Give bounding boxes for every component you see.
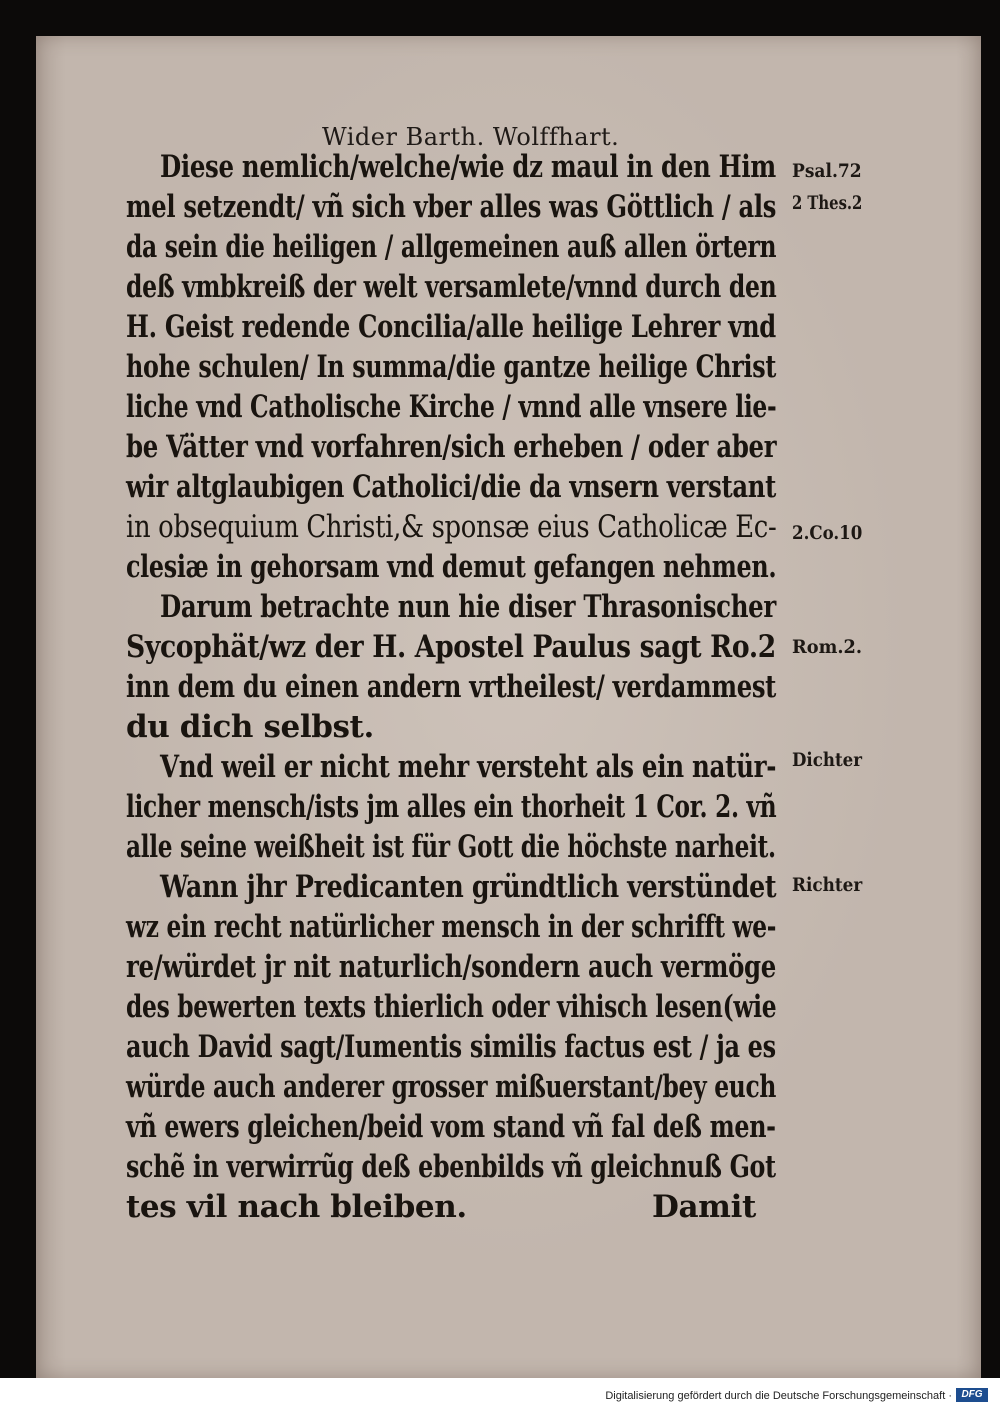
text-line: des bewerten texts thierlich oder vihisch lesen(wie: [126, 989, 777, 1025]
marginal-note: Richter: [792, 874, 863, 896]
text-line: alle seine weißheit ist für Gott die höchste narheit.: [126, 829, 776, 865]
text-line: würde auch anderer grosser mißuerstant/bey euch: [126, 1069, 777, 1105]
funding-notice: Digitalisierung gefördert durch die Deutsche Forschungsgemeinschaft ·: [605, 1390, 952, 1402]
text-line: hohe schulen/ In summa/die gantze heilige Christ: [126, 349, 777, 385]
text-line: auch David sagt/Iumentis similis factus est / ja es: [126, 1029, 776, 1065]
text-line: liche vnd Catholische Kirche / vnnd alle vnsere lie-: [126, 389, 777, 425]
text-line: clesiæ in gehorsam vnd demut gefangen nehmen.: [126, 549, 777, 585]
text-line: tes vil nach bleiben.: [126, 1189, 467, 1225]
text-line: schẽ in verwirrũg deß ebenbilds vñ gleichnuß Got: [126, 1149, 776, 1185]
text-line: re/würdet jr nit naturlich/sondern auch vermöge: [126, 949, 777, 985]
marginal-note: Rom.2.: [792, 636, 863, 658]
text-line: wir altglaubigen Catholici/die da vnsern verstant: [126, 469, 776, 505]
text-line: Wann jhr Predicanten gründtlich verstündet: [160, 869, 777, 905]
text-line: du dich selbst.: [126, 709, 374, 745]
text-line: Diese nemlich/welche/wie dz maul in den Him: [160, 149, 776, 185]
marginal-note: 2.Co.10: [792, 522, 863, 544]
text-line: be Vätter vnd vorfahren/sich erheben / oder aber: [126, 429, 777, 465]
text-line: inn dem du einen andern vrtheilest/ verdammest: [126, 669, 777, 705]
text-line: Darum betrachte nun hie diser Thrasonischer: [160, 589, 776, 625]
marginal-note: Dichter: [792, 749, 862, 771]
text-line: wz ein recht natürlicher mensch in der schrifft we-: [126, 909, 777, 945]
book-page: [36, 36, 981, 1378]
catchword: Damit: [652, 1189, 756, 1225]
running-head: Wider Barth. Wolffhart.: [322, 123, 620, 151]
text-line: deß vmbkreiß der welt versamlete/vnnd durch den: [126, 269, 777, 305]
text-line: vñ ewers gleichen/beid vom stand vñ fal deß men-: [126, 1109, 776, 1145]
text-line: da sein die heiligen / allgemeinen auß allen örtern: [126, 229, 777, 265]
text-line: H. Geist redende Concilia/alle heilige Lehrer vnd: [126, 309, 776, 345]
marginal-note: Psal.72: [792, 160, 862, 182]
text-line: mel setzendt/ vñ sich vber alles was Göttlich / als: [126, 189, 777, 225]
text-line: in obsequium Christi,& sponsæ eius Catholicæ Ec-: [126, 509, 777, 545]
text-line: Vnd weil er nicht mehr versteht als ein natür-: [160, 749, 777, 785]
text-line: Sycophät/wz der H. Apostel Paulus sagt Ro.2: [126, 629, 776, 665]
text-line: licher mensch/ists jm alles ein thorheit 1 Cor. 2. vñ: [126, 789, 777, 825]
dfg-logo: DFG: [956, 1388, 988, 1402]
marginal-note: 2 Thes.2: [792, 192, 863, 214]
